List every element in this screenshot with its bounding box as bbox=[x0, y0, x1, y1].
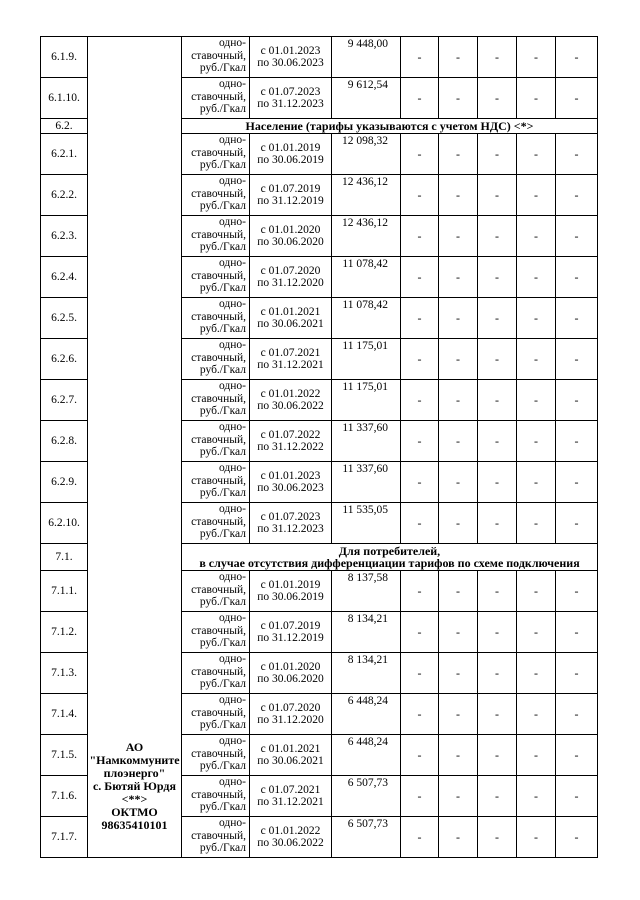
dash-cell: - bbox=[556, 78, 598, 119]
unit-cell bbox=[182, 776, 250, 817]
period-cell bbox=[250, 612, 332, 653]
dash-cell: - bbox=[478, 653, 517, 694]
period-line: с 01.01.2020 bbox=[260, 223, 321, 236]
period-line: по 30.06.2020 bbox=[257, 236, 324, 248]
dash-cell: - bbox=[517, 134, 556, 175]
period-line: с 01.07.2019 bbox=[260, 182, 321, 195]
unit-line: ставочный, bbox=[191, 624, 246, 637]
unit-line: руб./Гкал bbox=[199, 159, 246, 171]
unit-cell bbox=[182, 817, 250, 858]
dash-cell: - bbox=[556, 817, 598, 858]
dash-cell: - bbox=[439, 339, 478, 380]
dash-cell: - bbox=[439, 421, 478, 462]
section-number: 6.2. bbox=[41, 119, 88, 134]
row-number: 6.2.8. bbox=[41, 421, 88, 462]
dash-cell: - bbox=[478, 298, 517, 339]
period-line: с 01.01.2019 bbox=[260, 141, 321, 154]
period-cell bbox=[250, 78, 332, 119]
period-cell bbox=[250, 216, 332, 257]
period-line: по 30.06.2020 bbox=[257, 673, 324, 685]
unit-line: одно- bbox=[218, 571, 246, 583]
dash-cell: - bbox=[478, 257, 517, 298]
unit-line: одно- bbox=[218, 776, 246, 788]
dash-cell: - bbox=[556, 735, 598, 776]
dash-cell: - bbox=[478, 134, 517, 175]
row-number: 6.2.6. bbox=[41, 339, 88, 380]
dash-cell: - bbox=[478, 612, 517, 653]
unit-line: одно- bbox=[218, 175, 246, 187]
period-line: с 01.07.2021 bbox=[260, 346, 321, 359]
row-number: 6.2.7. bbox=[41, 380, 88, 421]
period-line: по 30.06.2023 bbox=[257, 482, 324, 494]
dash-cell: - bbox=[439, 78, 478, 119]
unit-line: одно- bbox=[218, 380, 246, 392]
period-line: по 30.06.2022 bbox=[257, 837, 324, 849]
unit-line: одно- bbox=[218, 257, 246, 269]
period-line: с 01.07.2023 bbox=[260, 85, 321, 98]
period-line: с 01.01.2021 bbox=[260, 742, 321, 755]
dash-cell: - bbox=[401, 817, 439, 858]
dash-cell: - bbox=[478, 776, 517, 817]
dash-cell: - bbox=[439, 134, 478, 175]
dash-cell: - bbox=[439, 175, 478, 216]
organization-line: <**> bbox=[121, 792, 148, 806]
dash-cell: - bbox=[517, 817, 556, 858]
unit-line: ставочный, bbox=[191, 788, 246, 801]
dash-cell: - bbox=[401, 134, 439, 175]
period-line: с 01.07.2019 bbox=[260, 619, 321, 632]
period-line: по 31.12.2020 bbox=[257, 714, 324, 726]
organization-line: АО bbox=[125, 740, 144, 754]
unit-line: одно- bbox=[218, 694, 246, 706]
period-cell bbox=[250, 817, 332, 858]
dash-cell: - bbox=[517, 37, 556, 78]
row-number: 6.2.4. bbox=[41, 257, 88, 298]
unit-line: ставочный, bbox=[191, 706, 246, 719]
unit-line: ставочный, bbox=[191, 665, 246, 678]
period-line: с 01.07.2021 bbox=[260, 783, 321, 796]
row-number: 6.1.9. bbox=[41, 37, 88, 78]
unit-line: руб./Гкал bbox=[199, 62, 246, 74]
dash-cell: - bbox=[517, 175, 556, 216]
row-number: 7.1.6. bbox=[41, 776, 88, 817]
dash-cell: - bbox=[478, 571, 517, 612]
dash-cell: - bbox=[517, 612, 556, 653]
period-line: по 31.12.2021 bbox=[257, 359, 324, 371]
dash-cell: - bbox=[439, 216, 478, 257]
dash-cell: - bbox=[517, 421, 556, 462]
dash-cell: - bbox=[517, 694, 556, 735]
dash-cell: - bbox=[478, 37, 517, 78]
row-number: 6.2.10. bbox=[41, 503, 88, 544]
unit-cell bbox=[182, 257, 250, 298]
unit-line: ставочный, bbox=[191, 351, 246, 364]
row-number: 6.1.10. bbox=[41, 78, 88, 119]
price-cell: 12 098,32 bbox=[332, 134, 401, 175]
dash-cell: - bbox=[517, 380, 556, 421]
dash-cell: - bbox=[556, 298, 598, 339]
unit-cell bbox=[182, 380, 250, 421]
price-cell: 11 337,60 bbox=[332, 421, 401, 462]
row-number: 7.1.1. bbox=[41, 571, 88, 612]
period-line: по 31.12.2019 bbox=[257, 632, 324, 644]
dash-cell: - bbox=[478, 380, 517, 421]
organization-line: 98635410101 bbox=[101, 818, 168, 832]
unit-cell bbox=[182, 735, 250, 776]
unit-line: одно- bbox=[218, 817, 246, 829]
period-cell bbox=[250, 776, 332, 817]
unit-line: одно- bbox=[218, 134, 246, 146]
period-line: по 30.06.2019 bbox=[257, 591, 324, 603]
price-cell: 6 448,24 bbox=[332, 694, 401, 735]
period-line: с 01.01.2019 bbox=[260, 578, 321, 591]
row-number: 6.2.2. bbox=[41, 175, 88, 216]
unit-line: ставочный, bbox=[191, 90, 246, 103]
period-cell bbox=[250, 462, 332, 503]
row-number: 7.1.3. bbox=[41, 653, 88, 694]
period-cell bbox=[250, 421, 332, 462]
unit-line: одно- bbox=[218, 421, 246, 433]
unit-cell bbox=[182, 503, 250, 544]
organization-line: плоэнерго" bbox=[103, 766, 166, 780]
dash-cell: - bbox=[439, 612, 478, 653]
price-cell: 6 507,73 bbox=[332, 776, 401, 817]
unit-line: одно- bbox=[218, 503, 246, 515]
dash-cell: - bbox=[401, 571, 439, 612]
period-line: по 31.12.2021 bbox=[257, 796, 324, 808]
price-cell: 6 507,73 bbox=[332, 817, 401, 858]
dash-cell: - bbox=[401, 776, 439, 817]
unit-line: ставочный, bbox=[191, 146, 246, 159]
unit-line: руб./Гкал bbox=[199, 719, 246, 731]
dash-cell: - bbox=[439, 653, 478, 694]
period-line: с 01.01.2020 bbox=[260, 660, 321, 673]
period-cell bbox=[250, 298, 332, 339]
price-cell: 9 612,54 bbox=[332, 78, 401, 119]
dash-cell: - bbox=[478, 421, 517, 462]
dash-cell: - bbox=[517, 776, 556, 817]
unit-line: ставочный, bbox=[191, 433, 246, 446]
unit-line: руб./Гкал bbox=[199, 487, 246, 499]
dash-cell: - bbox=[478, 694, 517, 735]
unit-line: руб./Гкал bbox=[199, 282, 246, 294]
row-number: 6.2.3. bbox=[41, 216, 88, 257]
unit-cell bbox=[182, 421, 250, 462]
organization-line: ОКТМО bbox=[111, 805, 158, 819]
period-line: по 30.06.2022 bbox=[257, 400, 324, 412]
period-line: по 31.12.2022 bbox=[257, 441, 324, 453]
unit-cell bbox=[182, 653, 250, 694]
dash-cell: - bbox=[517, 462, 556, 503]
dash-cell: - bbox=[401, 298, 439, 339]
price-cell: 9 448,00 bbox=[332, 37, 401, 78]
dash-cell: - bbox=[517, 78, 556, 119]
unit-line: ставочный, bbox=[191, 392, 246, 405]
dash-cell: - bbox=[439, 298, 478, 339]
organization-line: с. Бютяй Юрдя bbox=[92, 779, 176, 793]
period-line: с 01.07.2020 bbox=[260, 264, 321, 277]
unit-cell bbox=[182, 37, 250, 78]
row-number: 7.1.7. bbox=[41, 817, 88, 858]
unit-line: одно- bbox=[218, 462, 246, 474]
period-cell bbox=[250, 653, 332, 694]
dash-cell: - bbox=[517, 503, 556, 544]
dash-cell: - bbox=[401, 694, 439, 735]
period-line: по 30.06.2021 bbox=[257, 318, 324, 330]
section-title: Население (тарифы указываются с учетом НДС) <*> bbox=[182, 119, 598, 134]
unit-line: руб./Гкал bbox=[199, 405, 246, 417]
dash-cell: - bbox=[439, 257, 478, 298]
unit-line: руб./Гкал bbox=[199, 528, 246, 540]
dash-cell: - bbox=[439, 571, 478, 612]
dash-cell: - bbox=[401, 421, 439, 462]
period-line: с 01.01.2022 bbox=[260, 387, 321, 400]
dash-cell: - bbox=[478, 78, 517, 119]
price-cell: 11 175,01 bbox=[332, 380, 401, 421]
price-cell: 8 137,58 bbox=[332, 571, 401, 612]
unit-line: руб./Гкал bbox=[199, 801, 246, 813]
dash-cell: - bbox=[556, 380, 598, 421]
dash-cell: - bbox=[439, 503, 478, 544]
period-cell bbox=[250, 134, 332, 175]
unit-cell bbox=[182, 298, 250, 339]
dash-cell: - bbox=[401, 612, 439, 653]
period-cell bbox=[250, 339, 332, 380]
dash-cell: - bbox=[556, 653, 598, 694]
organization-line: "Намкоммуните bbox=[89, 753, 180, 767]
price-cell: 8 134,21 bbox=[332, 612, 401, 653]
dash-cell: - bbox=[517, 339, 556, 380]
unit-line: одно- bbox=[218, 298, 246, 310]
dash-cell: - bbox=[439, 817, 478, 858]
dash-cell: - bbox=[478, 817, 517, 858]
unit-line: одно- bbox=[218, 339, 246, 351]
dash-cell: - bbox=[439, 694, 478, 735]
unit-line: ставочный, bbox=[191, 515, 246, 528]
dash-cell: - bbox=[401, 78, 439, 119]
organization-cell bbox=[88, 37, 182, 858]
unit-line: одно- bbox=[218, 735, 246, 747]
section-number: 7.1. bbox=[41, 544, 88, 571]
dash-cell: - bbox=[401, 257, 439, 298]
unit-line: ставочный, bbox=[191, 829, 246, 842]
unit-line: ставочный, bbox=[191, 49, 246, 62]
dash-cell: - bbox=[556, 339, 598, 380]
dash-cell: - bbox=[556, 612, 598, 653]
dash-cell: - bbox=[401, 37, 439, 78]
unit-line: ставочный, bbox=[191, 269, 246, 282]
unit-cell bbox=[182, 134, 250, 175]
unit-line: ставочный, bbox=[191, 310, 246, 323]
period-line: с 01.01.2022 bbox=[260, 824, 321, 837]
section-title-line: Для потребителей, bbox=[338, 544, 441, 558]
section-title bbox=[182, 544, 598, 571]
unit-line: руб./Гкал bbox=[199, 103, 246, 115]
price-cell: 11 175,01 bbox=[332, 339, 401, 380]
dash-cell: - bbox=[556, 134, 598, 175]
unit-line: ставочный, bbox=[191, 474, 246, 487]
row-number: 6.2.9. bbox=[41, 462, 88, 503]
unit-line: ставочный, bbox=[191, 228, 246, 241]
period-cell bbox=[250, 571, 332, 612]
period-line: по 30.06.2023 bbox=[257, 57, 324, 69]
dash-cell: - bbox=[517, 735, 556, 776]
unit-line: ставочный, bbox=[191, 747, 246, 760]
dash-cell: - bbox=[556, 571, 598, 612]
period-cell bbox=[250, 37, 332, 78]
tariff-table bbox=[40, 36, 598, 858]
period-cell bbox=[250, 257, 332, 298]
dash-cell: - bbox=[439, 735, 478, 776]
dash-cell: - bbox=[556, 776, 598, 817]
price-cell: 12 436,12 bbox=[332, 216, 401, 257]
unit-line: руб./Гкал bbox=[199, 842, 246, 854]
unit-line: руб./Гкал bbox=[199, 637, 246, 649]
dash-cell: - bbox=[517, 298, 556, 339]
period-line: с 01.07.2023 bbox=[260, 510, 321, 523]
unit-cell bbox=[182, 612, 250, 653]
unit-cell bbox=[182, 694, 250, 735]
unit-line: руб./Гкал bbox=[199, 364, 246, 376]
dash-cell: - bbox=[439, 776, 478, 817]
dash-cell: - bbox=[517, 257, 556, 298]
dash-cell: - bbox=[556, 462, 598, 503]
dash-cell: - bbox=[401, 735, 439, 776]
unit-line: руб./Гкал bbox=[199, 678, 246, 690]
dash-cell: - bbox=[439, 462, 478, 503]
row-number: 6.2.1. bbox=[41, 134, 88, 175]
dash-cell: - bbox=[517, 653, 556, 694]
period-line: с 01.01.2023 bbox=[260, 469, 321, 482]
period-line: с 01.07.2022 bbox=[260, 428, 321, 441]
price-cell: 12 436,12 bbox=[332, 175, 401, 216]
unit-cell bbox=[182, 339, 250, 380]
unit-line: руб./Гкал bbox=[199, 446, 246, 458]
period-line: по 31.12.2019 bbox=[257, 195, 324, 207]
unit-line: одно- bbox=[218, 216, 246, 228]
unit-line: одно- bbox=[218, 612, 246, 624]
section-title-line: в случае отсутствия дифференциации тарифов по схеме подключения bbox=[199, 556, 580, 570]
dash-cell: - bbox=[401, 175, 439, 216]
period-cell bbox=[250, 380, 332, 421]
unit-cell bbox=[182, 175, 250, 216]
unit-line: руб./Гкал bbox=[199, 323, 246, 335]
dash-cell: - bbox=[556, 694, 598, 735]
table-row bbox=[41, 37, 598, 78]
dash-cell: - bbox=[556, 257, 598, 298]
unit-line: одно- bbox=[218, 653, 246, 665]
period-line: с 01.07.2020 bbox=[260, 701, 321, 714]
unit-cell bbox=[182, 462, 250, 503]
dash-cell: - bbox=[517, 216, 556, 257]
unit-line: одно- bbox=[218, 37, 246, 49]
price-cell: 11 078,42 bbox=[332, 257, 401, 298]
dash-cell: - bbox=[439, 37, 478, 78]
period-line: по 30.06.2021 bbox=[257, 755, 324, 767]
dash-cell: - bbox=[556, 216, 598, 257]
price-cell: 11 078,42 bbox=[332, 298, 401, 339]
dash-cell: - bbox=[556, 175, 598, 216]
period-line: по 31.12.2023 bbox=[257, 523, 324, 535]
dash-cell: - bbox=[556, 421, 598, 462]
dash-cell: - bbox=[478, 735, 517, 776]
dash-cell: - bbox=[401, 503, 439, 544]
period-line: по 31.12.2020 bbox=[257, 277, 324, 289]
unit-line: руб./Гкал bbox=[199, 241, 246, 253]
period-cell bbox=[250, 503, 332, 544]
period-cell bbox=[250, 175, 332, 216]
unit-line: ставочный, bbox=[191, 187, 246, 200]
dash-cell: - bbox=[556, 503, 598, 544]
dash-cell: - bbox=[478, 503, 517, 544]
price-cell: 6 448,24 bbox=[332, 735, 401, 776]
period-line: по 30.06.2019 bbox=[257, 154, 324, 166]
dash-cell: - bbox=[401, 380, 439, 421]
price-cell: 8 134,21 bbox=[332, 653, 401, 694]
unit-cell bbox=[182, 78, 250, 119]
dash-cell: - bbox=[478, 462, 517, 503]
dash-cell: - bbox=[478, 339, 517, 380]
dash-cell: - bbox=[517, 571, 556, 612]
unit-line: одно- bbox=[218, 78, 246, 90]
unit-line: руб./Гкал bbox=[199, 200, 246, 212]
unit-cell bbox=[182, 571, 250, 612]
dash-cell: - bbox=[401, 653, 439, 694]
dash-cell: - bbox=[401, 216, 439, 257]
row-number: 7.1.5. bbox=[41, 735, 88, 776]
row-number: 6.2.5. bbox=[41, 298, 88, 339]
unit-line: ставочный, bbox=[191, 583, 246, 596]
price-cell: 11 535,05 bbox=[332, 503, 401, 544]
dash-cell: - bbox=[401, 339, 439, 380]
row-number: 7.1.4. bbox=[41, 694, 88, 735]
period-line: с 01.01.2021 bbox=[260, 305, 321, 318]
dash-cell: - bbox=[401, 462, 439, 503]
period-cell bbox=[250, 694, 332, 735]
unit-line: руб./Гкал bbox=[199, 596, 246, 608]
period-cell bbox=[250, 735, 332, 776]
unit-line: руб./Гкал bbox=[199, 760, 246, 772]
row-number: 7.1.2. bbox=[41, 612, 88, 653]
dash-cell: - bbox=[439, 380, 478, 421]
price-cell: 11 337,60 bbox=[332, 462, 401, 503]
dash-cell: - bbox=[556, 37, 598, 78]
unit-cell bbox=[182, 216, 250, 257]
dash-cell: - bbox=[478, 175, 517, 216]
period-line: по 31.12.2023 bbox=[257, 98, 324, 110]
period-line: с 01.01.2023 bbox=[260, 44, 321, 57]
dash-cell: - bbox=[478, 216, 517, 257]
